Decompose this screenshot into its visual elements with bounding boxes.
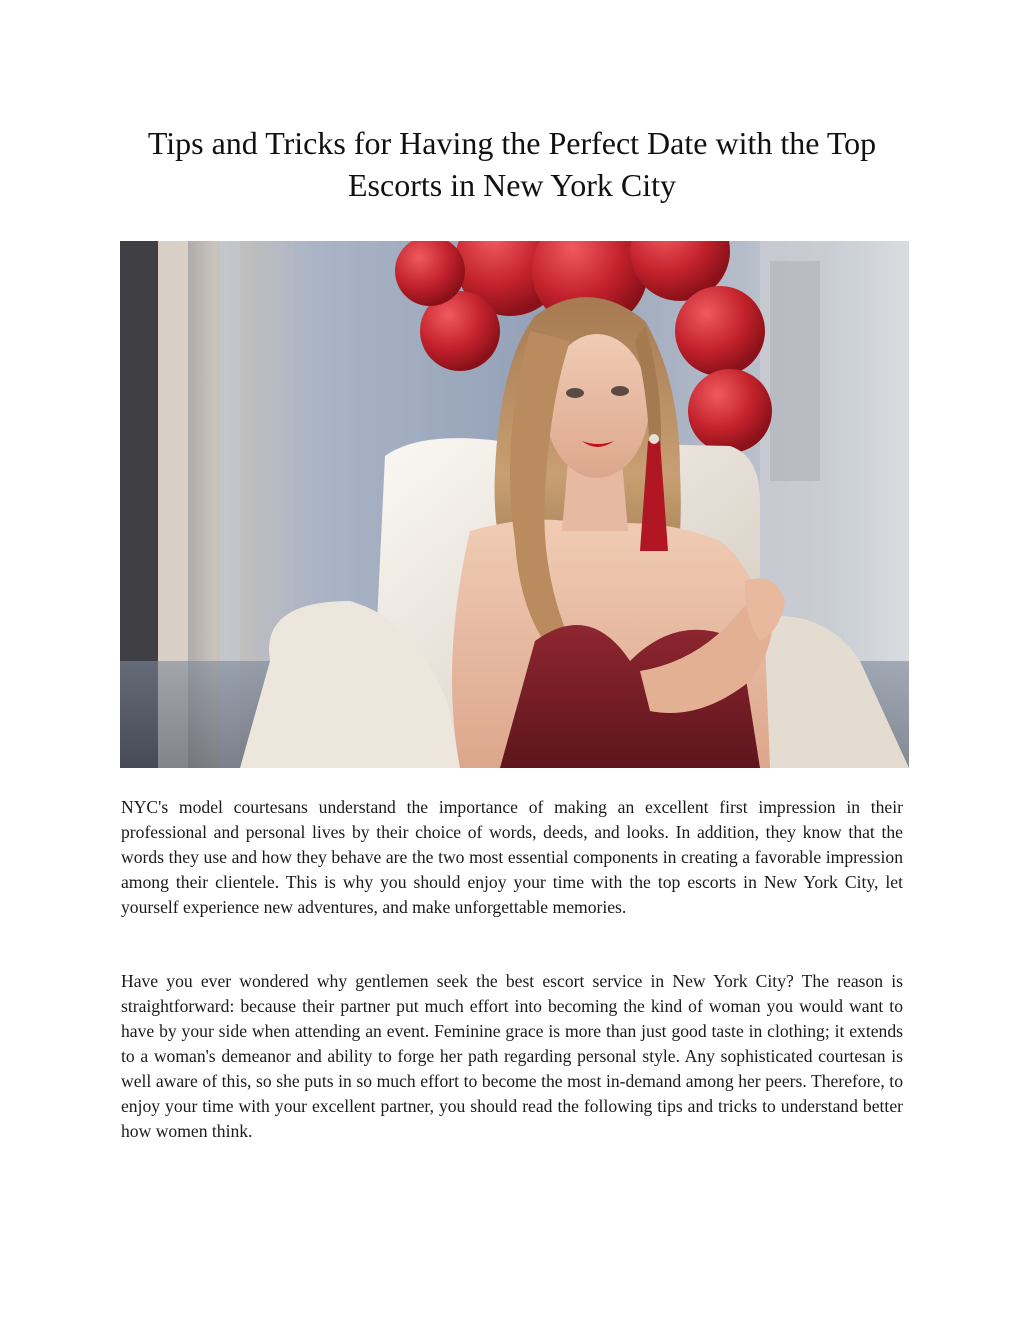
portrait-illustration (120, 241, 909, 768)
body-paragraph-1: NYC's model courtesans understand the importance of making an excellent first impression in their professional and personal lives by their choice of words, deeds, and looks. In addition, they know that the words they use and how they behave are the two most essential components in creating a favorable impression among their clientele. This is why you should enjoy your time with the top escorts in New York City, let yourself experience new adventures, and make unforgettable memories. (121, 797, 903, 917)
document-title: Tips and Tricks for Having the Perfect Date with the Top Escorts in New York City (147, 125, 877, 203)
body-paragraph-2: Have you ever wondered why gentlemen seek the best escort service in New York City? The reason is straightforward: because their partner put much effort into becoming the kind of woman you would want to have by your side when attending an event. Feminine grace is more than just good taste in clothing; it extends to a woman's demeanor and ability to forge her path regarding personal style. Any sophisticated courtesan is well aware of this, so she puts in so much effort to become the most in-demand among her peers. Therefore, to enjoy your time with your excellent partner, you should read the following tips and tricks to understand better how women think. (121, 971, 903, 1141)
hero-photo (120, 241, 909, 768)
